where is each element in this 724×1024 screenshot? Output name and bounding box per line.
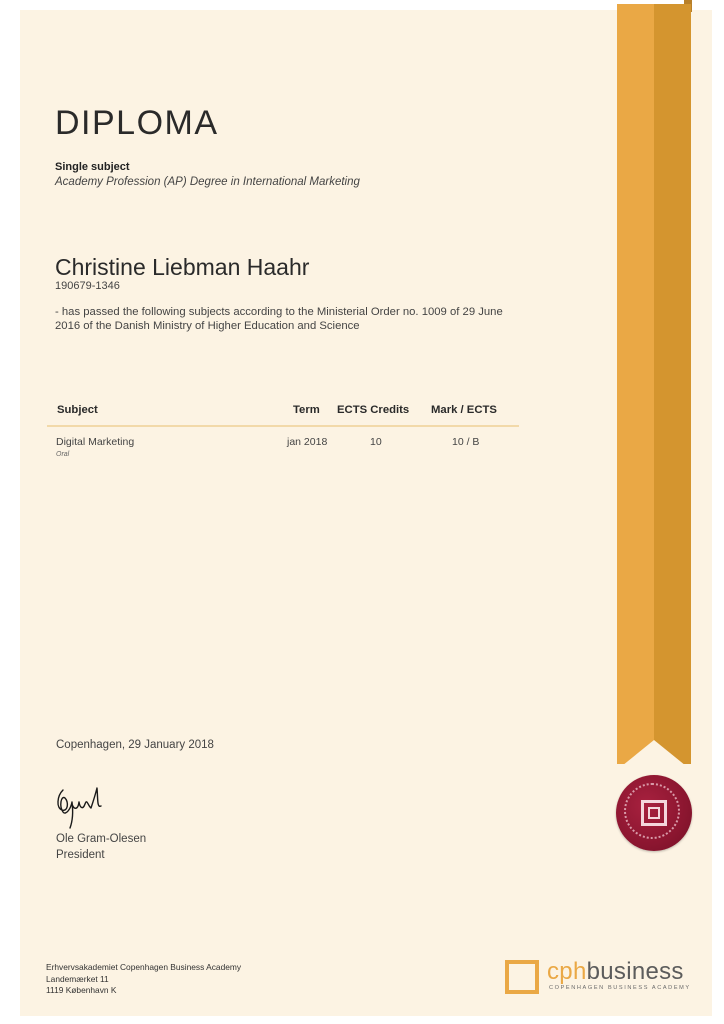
passing-statement: - has passed the following subjects according to the Ministerial Order no. 1009 of 29 June 2016 of the Danish Ministry of Higher Education and Science bbox=[55, 306, 503, 332]
ribbon-notch bbox=[617, 700, 691, 770]
header-term: Term bbox=[293, 404, 320, 416]
logo-wordmark-primary: cph bbox=[547, 958, 587, 985]
seal-emblem bbox=[641, 800, 667, 826]
wax-seal-icon bbox=[616, 775, 692, 851]
row-subject: Digital Marketing bbox=[56, 436, 135, 448]
student-id: 190679-1346 bbox=[55, 280, 120, 292]
ribbon-right-half bbox=[654, 4, 691, 764]
row-mark: 10 / B bbox=[452, 436, 480, 448]
place-and-date: Copenhagen, 29 January 2018 bbox=[56, 739, 214, 751]
ribbon-left-half bbox=[617, 4, 654, 764]
logo-wordmark-secondary: business bbox=[586, 958, 684, 985]
subject-type: Single subject bbox=[55, 161, 130, 173]
row-exam-form: Oral bbox=[56, 451, 70, 458]
table-rule bbox=[47, 425, 519, 427]
address-line: Erhvervsakademiet Copenhagen Business Academy bbox=[46, 962, 242, 972]
degree-name: Academy Profession (AP) Degree in International Marketing bbox=[55, 176, 360, 188]
diploma-title: DIPLOMA bbox=[55, 104, 219, 142]
address-line: Landemærket 11 bbox=[46, 973, 109, 984]
header-ects: ECTS Credits bbox=[337, 404, 410, 416]
signature-image bbox=[53, 782, 115, 832]
signer-name: Ole Gram-Olesen bbox=[56, 833, 147, 845]
header-subject: Subject bbox=[57, 404, 98, 416]
address-line: 1119 København K bbox=[46, 985, 117, 995]
logo-tagline: COPENHAGEN BUSINESS ACADEMY bbox=[549, 985, 691, 991]
row-term: jan 2018 bbox=[287, 436, 328, 448]
table-header bbox=[47, 396, 519, 422]
student-name: Christine Liebman Haahr bbox=[55, 254, 310, 280]
institution-address bbox=[46, 962, 241, 997]
logo-wordmark bbox=[547, 958, 684, 986]
table-row bbox=[47, 434, 519, 464]
signer-title: President bbox=[56, 849, 105, 861]
row-ects: 10 bbox=[370, 436, 382, 448]
header-mark: Mark / ECTS bbox=[431, 404, 497, 416]
cph-square-logo-icon bbox=[505, 960, 539, 994]
